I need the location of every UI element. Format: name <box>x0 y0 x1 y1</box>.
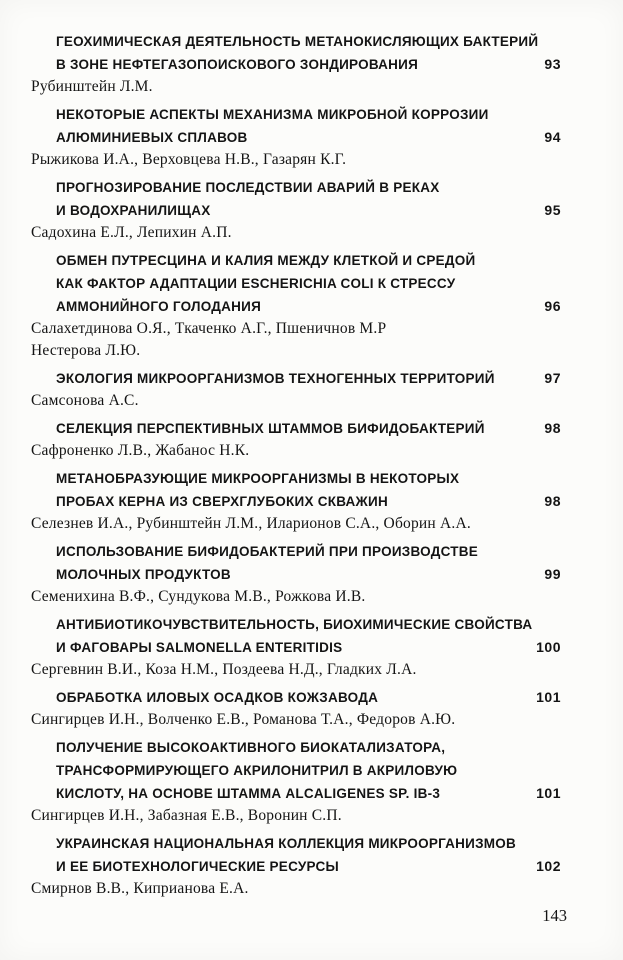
entry-authors <box>31 878 561 900</box>
entry-authors <box>31 390 561 412</box>
entry-title-line <box>31 30 561 53</box>
toc-entry <box>31 736 561 827</box>
entry-title-text: МЕТАНОБРАЗУЮЩИЕ МИКРООРГАНИЗМЫ В НЕКОТОРЫХ <box>56 471 460 486</box>
entry-title-line <box>31 636 561 659</box>
entry-authors-line: Рыжикова И.А., Верховцева Н.В., Газарян К.Г. <box>31 151 347 168</box>
toc-entry <box>31 30 561 98</box>
entry-title-line <box>31 367 561 390</box>
entry-authors <box>31 659 561 681</box>
entry-title-text: НЕКОТОРЫЕ АСПЕКТЫ МЕХАНИЗМА МИКРОБНОЙ КОРРОЗИИ <box>56 107 489 122</box>
entry-page-number: 98 <box>544 493 561 509</box>
entry-title <box>31 30 561 76</box>
entry-authors-line: Сингирцев И.Н., Забазная Е.В., Воронин С.П. <box>31 807 342 824</box>
entry-authors <box>31 149 561 171</box>
toc-entries <box>31 30 561 905</box>
toc-entry <box>31 176 561 244</box>
entry-title-text: КИСЛОТУ, НА ОСНОВЕ ШТАММА ALCALIGENES SP. IB-3 <box>56 786 441 801</box>
entry-title-text: ТРАНСФОРМИРУЮЩЕГО АКРИЛОНИТРИЛ В АКРИЛОВУЮ <box>56 763 458 778</box>
entry-authors-line: Салахетдинова О.Я., Ткаченко А.Г., Пшеничнов М.Р <box>31 320 387 337</box>
entry-authors-line: Нестерова Л.Ю. <box>31 342 141 359</box>
entry-title-line <box>31 53 561 76</box>
entry-title-line <box>31 490 561 513</box>
entry-authors <box>31 805 561 827</box>
entry-title <box>31 417 561 440</box>
entry-title <box>31 613 561 659</box>
entry-title <box>31 540 561 586</box>
entry-title-text: МОЛОЧНЫХ ПРОДУКТОВ <box>56 567 231 582</box>
entry-title-text: ГЕОХИМИЧЕСКАЯ ДЕЯТЕЛЬНОСТЬ МЕТАНОКИСЛЯЮЩИХ БАКТЕРИЙ <box>56 34 539 49</box>
entry-title <box>31 176 561 222</box>
entry-title-line <box>31 832 561 855</box>
entry-page-number: 101 <box>536 785 561 801</box>
entry-authors <box>31 222 561 244</box>
toc-entry <box>31 832 561 900</box>
entry-page-number: 93 <box>544 56 561 72</box>
entry-authors-line: Рубинштейн Л.М. <box>31 78 153 95</box>
entry-title-text: ОБМЕН ПУТРЕСЦИНА И КАЛИЯ МЕЖДУ КЛЕТКОЙ И СРЕДОЙ <box>56 253 476 268</box>
entry-page-number: 102 <box>536 858 561 874</box>
entry-title-text: В ЗОНЕ НЕФТЕГАЗОПОИСКОВОГО ЗОНДИРОВАНИЯ <box>56 57 419 72</box>
entry-authors <box>31 709 561 731</box>
entry-title-line <box>31 540 561 563</box>
entry-title <box>31 736 561 805</box>
entry-title-line <box>31 272 561 295</box>
entry-title-line <box>31 855 561 878</box>
toc-entry <box>31 417 561 462</box>
entry-authors-line: Садохина Е.Л., Лепихин А.П. <box>31 224 232 241</box>
entry-page-number: 95 <box>544 202 561 218</box>
entry-title-line <box>31 736 561 759</box>
entry-title-text: АММОНИЙНОГО ГОЛОДАНИЯ <box>56 299 262 314</box>
entry-title-line <box>31 759 561 782</box>
entry-page-number: 94 <box>544 129 561 145</box>
entry-title-line <box>31 126 561 149</box>
entry-title-text: ЭКОЛОГИЯ МИКРООРГАНИЗМОВ ТЕХНОГЕННЫХ ТЕРРИТОРИЙ <box>56 371 495 386</box>
entry-title-line <box>31 199 561 222</box>
entry-authors-line: Семенихина В.Ф., Сундукова М.В., Рожкова И.В. <box>31 588 366 605</box>
entry-authors-line: Самсонова А.С. <box>31 392 139 409</box>
entry-title-text: АЛЮМИНИЕВЫХ СПЛАВОВ <box>56 130 248 145</box>
entry-title-line <box>31 686 561 709</box>
toc-entry <box>31 367 561 412</box>
entry-title-line <box>31 176 561 199</box>
entry-title-line <box>31 467 561 490</box>
entry-title-text: КАК ФАКТОР АДАПТАЦИИ ESCHERICHIA COLI К СТРЕССУ <box>56 276 456 291</box>
entry-title <box>31 103 561 149</box>
toc-entry <box>31 540 561 608</box>
toc-entry <box>31 249 561 362</box>
entry-page-number: 97 <box>544 370 561 386</box>
entry-authors <box>31 513 561 535</box>
entry-title <box>31 367 561 390</box>
entry-title-line <box>31 249 561 272</box>
entry-title-text: ПРОГНОЗИРОВАНИЕ ПОСЛЕДСТВИИ АВАРИЙ В РЕКАХ <box>56 180 440 195</box>
entry-authors-line: Селезнев И.А., Рубинштейн Л.М., Иларионов С.А., Оборин А.А. <box>31 515 471 532</box>
toc-entry <box>31 467 561 535</box>
entry-authors-line: Сергевнин В.И., Коза Н.М., Поздеева Н.Д., Гладких Л.А. <box>31 661 417 678</box>
entry-title <box>31 686 561 709</box>
entry-authors-line: Сафроненко Л.В., Жабанос Н.К. <box>31 442 250 459</box>
toc-entry <box>31 103 561 171</box>
toc-entry <box>31 686 561 731</box>
entry-title-line <box>31 417 561 440</box>
entry-authors-line: Сингирцев И.Н., Волченко Е.В., Романова Т.А., Федоров А.Ю. <box>31 711 456 728</box>
entry-title-line <box>31 613 561 636</box>
folio-page-number: 143 <box>542 906 567 925</box>
entry-page-number: 98 <box>544 420 561 436</box>
entry-title-text: УКРАИНСКАЯ НАЦИОНАЛЬНАЯ КОЛЛЕКЦИЯ МИКРООРГАНИЗМОВ <box>56 836 517 851</box>
entry-authors-line: Смирнов В.В., Киприанова Е.А. <box>31 880 249 897</box>
entry-page-number: 99 <box>544 566 561 582</box>
entry-authors <box>31 440 561 462</box>
entry-title-line <box>31 103 561 126</box>
entry-authors <box>31 586 561 608</box>
entry-authors <box>31 76 561 98</box>
entry-title-text: ПРОБАХ КЕРНА ИЗ СВЕРХГЛУБОКИХ СКВАЖИН <box>56 494 388 509</box>
entry-title-text: ОБРАБОТКА ИЛОВЫХ ОСАДКОВ КОЖЗАВОДА <box>56 690 379 705</box>
entry-title <box>31 467 561 513</box>
entry-title-text: И ФАГОВАРЫ SALMONELLA ENTERITIDIS <box>56 640 343 655</box>
entry-page-number: 100 <box>536 639 561 655</box>
entry-title-line <box>31 295 561 318</box>
entry-title-line <box>31 563 561 586</box>
entry-title-text: И ЕЕ БИОТЕХНОЛОГИЧЕСКИЕ РЕСУРСЫ <box>56 859 339 874</box>
entry-title-text: ИСПОЛЬЗОВАНИЕ БИФИДОБАКТЕРИЙ ПРИ ПРОИЗВОДСТВЕ <box>56 544 479 559</box>
entry-title-line <box>31 782 561 805</box>
entry-title <box>31 832 561 878</box>
entry-title-text: СЕЛЕКЦИЯ ПЕРСПЕКТИВНЫХ ШТАММОВ БИФИДОБАКТЕРИЙ <box>56 421 485 436</box>
entry-title-text: АНТИБИОТИКОЧУВСТВИТЕЛЬНОСТЬ, БИОХИМИЧЕСКИЕ СВОЙСТВА <box>56 617 533 632</box>
entry-title-text: И ВОДОХРАНИЛИЩАХ <box>56 203 211 218</box>
toc-entry <box>31 613 561 681</box>
entry-page-number: 96 <box>544 298 561 314</box>
entry-page-number: 101 <box>536 689 561 705</box>
entry-authors <box>31 318 561 362</box>
entry-title-text: ПОЛУЧЕНИЕ ВЫСОКОАКТИВНОГО БИОКАТАЛИЗАТОРА, <box>56 740 446 755</box>
entry-title <box>31 249 561 318</box>
